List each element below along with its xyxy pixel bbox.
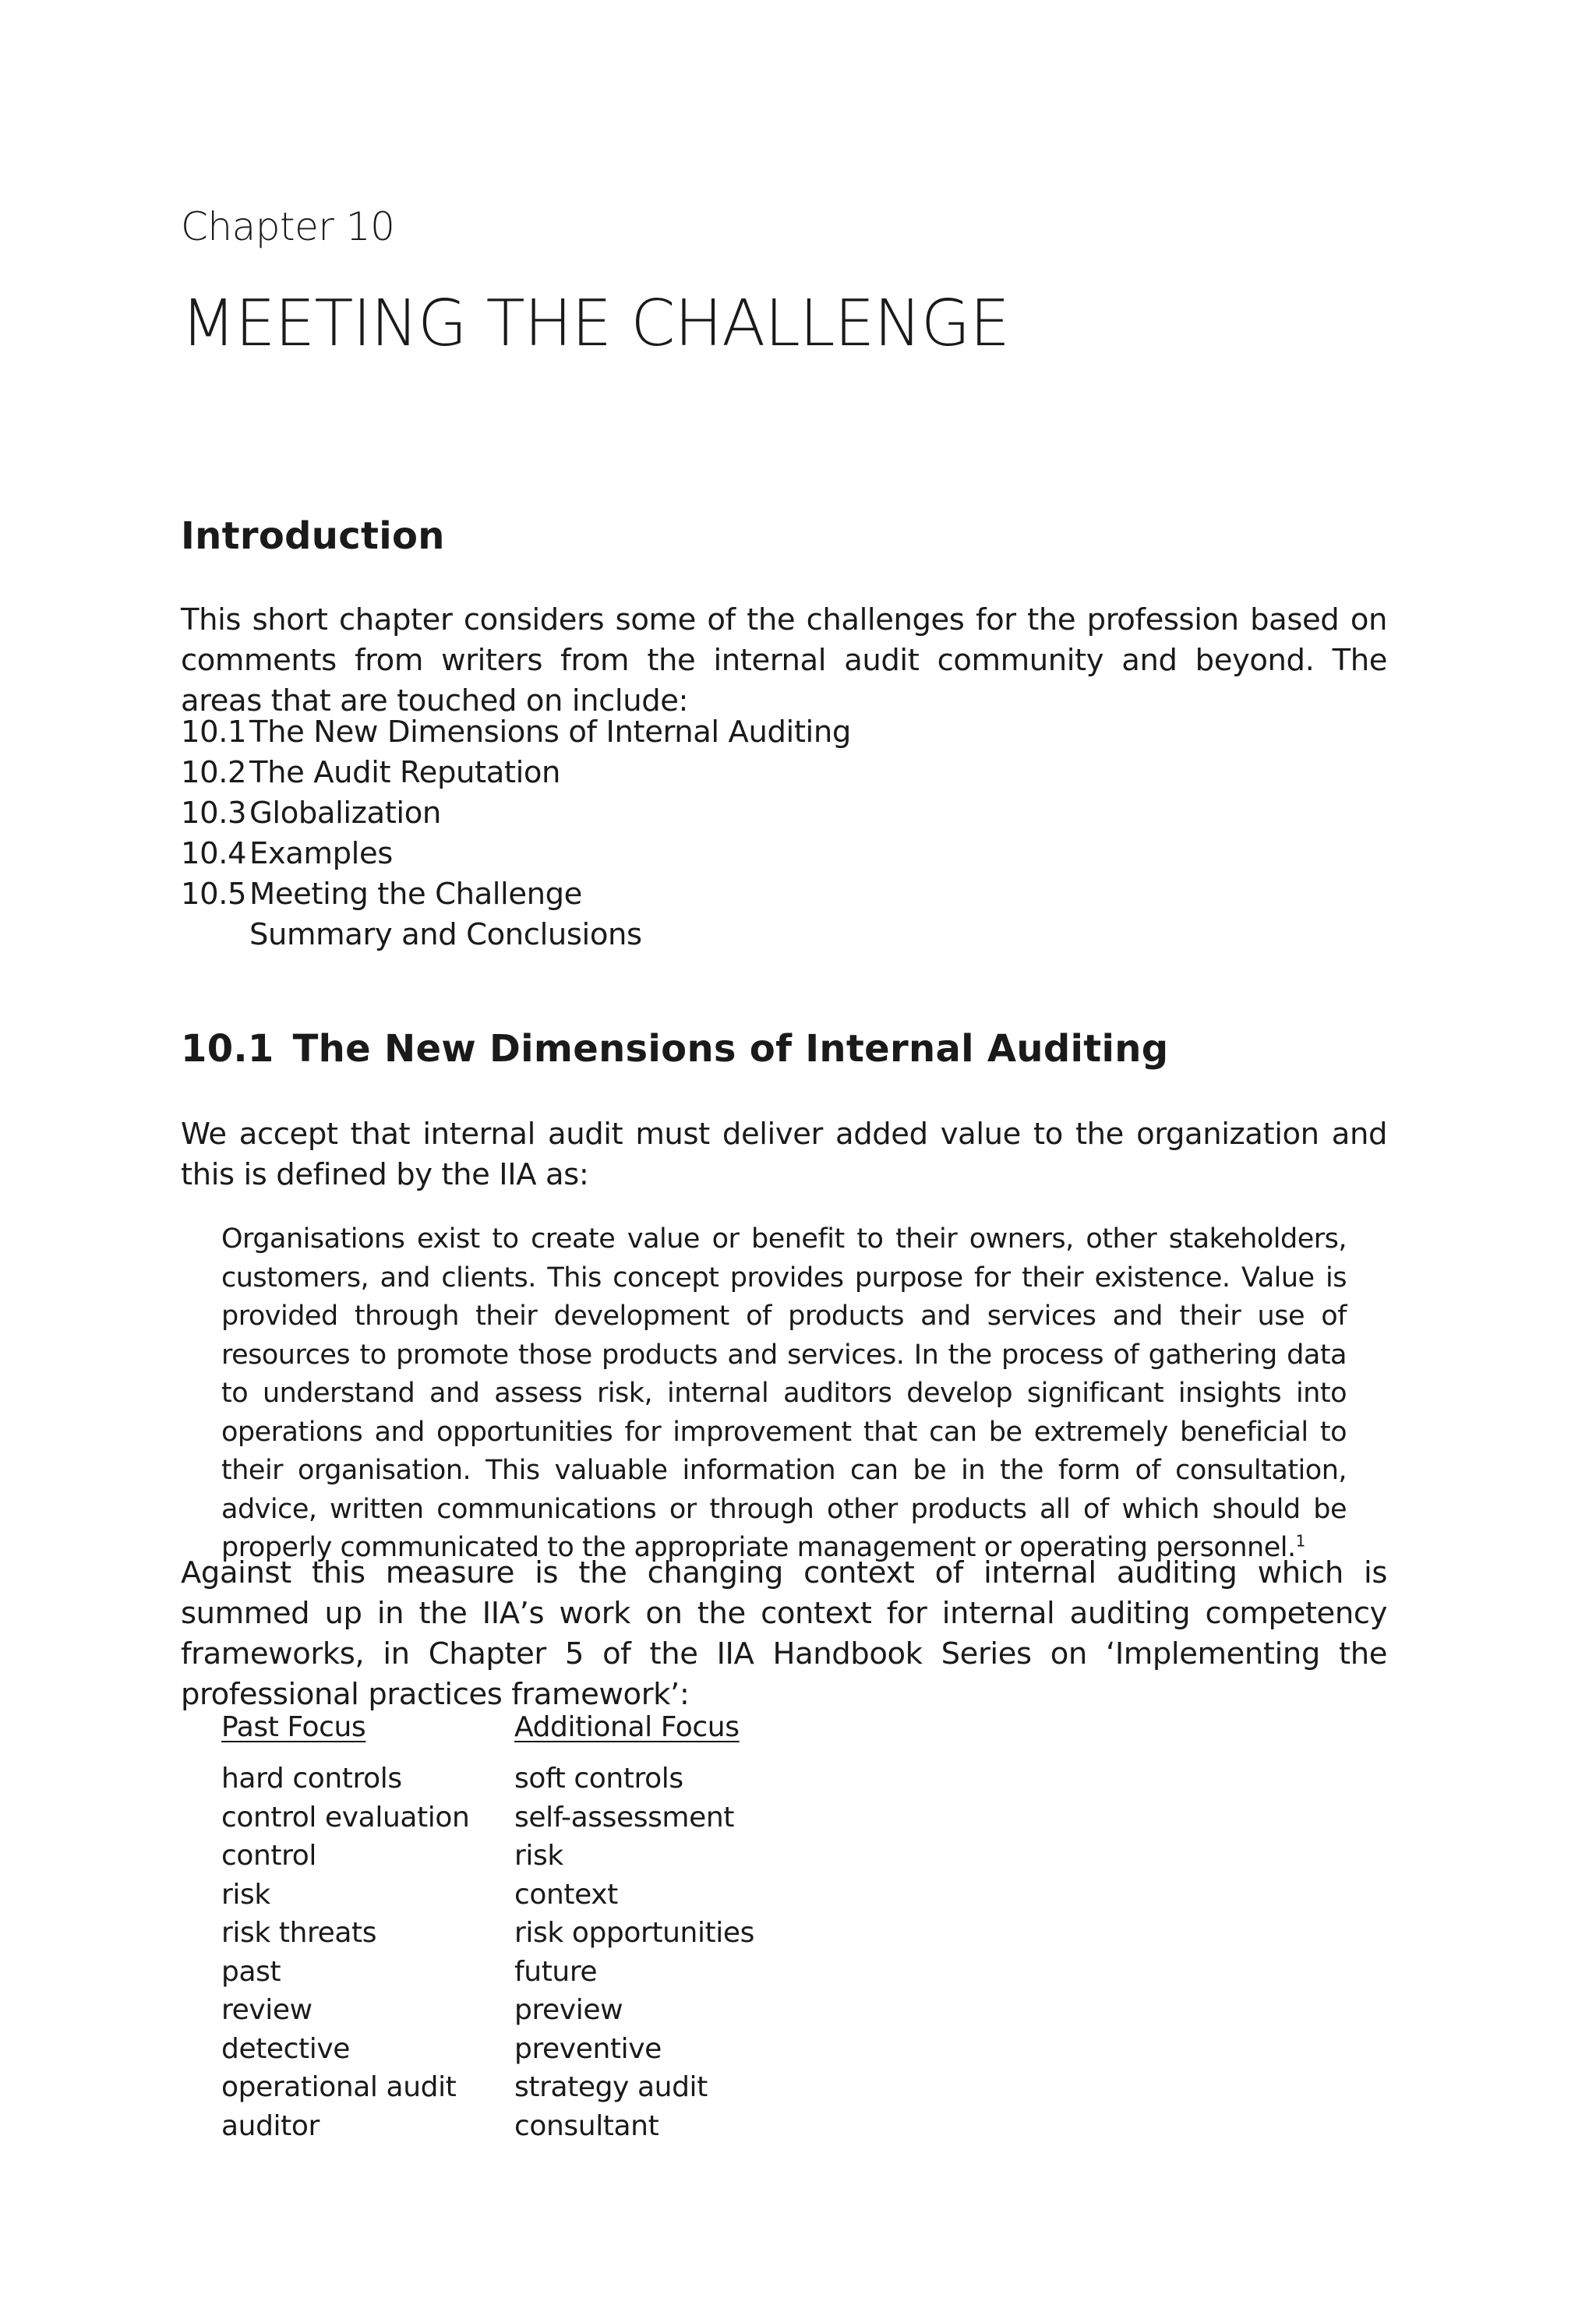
chapter-label: Chapter 10 — [181, 204, 395, 249]
past-focus-cell: past — [221, 1955, 281, 1988]
additional-focus-cell: preventive — [514, 2032, 662, 2065]
table-header — [221, 1711, 754, 1760]
table-row — [221, 1760, 754, 1798]
column-header-past-focus: Past Focus — [221, 1711, 366, 1743]
contents-item-number: 10.3 — [181, 796, 247, 831]
quote-text: Organisations exist to create value or benefit to their owners, other stakeholders, customers, and clients. This concept provides purpose for their existence. Value is provided through their development of products and services and their use of resources to promote those products and services. In the process of gathering data to understand and assess risk, internal auditors develop significant insights into operations and opportunities for improvement that can be extremely beneficial to their organisation. This valuable information can be in the form of consultation, advice, written communications or through other products all of which should be properly communicated to the appropriate management or operating personnel. — [221, 1223, 1347, 1563]
table-row — [221, 1991, 754, 2030]
additional-focus-cell: self-assessment — [514, 1801, 734, 1834]
contents-item-title: Examples — [249, 836, 393, 871]
past-focus-cell: operational audit — [221, 2071, 457, 2103]
block-quote — [221, 1220, 1347, 1568]
focus-comparison-table — [221, 1711, 754, 2145]
section-paragraph: We accept that internal audit must deliver added value to the organization and this is defined by the IIA as: — [181, 1117, 1387, 1192]
past-focus-cell: auditor — [221, 2109, 320, 2142]
document-page — [181, 0, 1387, 2319]
additional-focus-cell: risk — [514, 1840, 563, 1872]
table-row — [221, 1953, 754, 1992]
contents-item-title: Globalization — [249, 796, 441, 831]
additional-focus-cell: consultant — [514, 2109, 659, 2142]
chapter-contents-list — [181, 712, 851, 955]
past-focus-cell: control — [221, 1840, 316, 1872]
table-row — [221, 1837, 754, 1876]
section-number: 10.1 — [181, 1027, 274, 1071]
contents-item-title: The Audit Reputation — [249, 755, 561, 790]
chapter-title: MEETING THE CHALLENGE — [181, 287, 1010, 361]
footnote-marker: 1 — [1295, 1531, 1305, 1551]
table-row — [221, 1914, 754, 1953]
contents-item-number: 10.1 — [181, 715, 247, 750]
additional-focus-cell: risk opportunities — [514, 1917, 754, 1949]
additional-focus-cell: future — [514, 1955, 598, 1988]
table-row — [221, 2107, 754, 2146]
contents-item-title: Summary and Conclusions — [249, 917, 642, 952]
contents-item — [181, 712, 851, 753]
additional-focus-cell: preview — [514, 1994, 623, 2026]
contents-item — [181, 874, 851, 915]
contents-item — [181, 834, 851, 874]
table-row — [221, 1876, 754, 1915]
past-focus-cell: control evaluation — [221, 1801, 470, 1834]
section-title: The New Dimensions of Internal Auditing — [292, 1027, 1169, 1071]
contents-item-number: 10.5 — [181, 877, 247, 912]
table-row — [221, 2068, 754, 2107]
contents-item — [181, 915, 851, 955]
past-focus-cell: risk — [221, 1878, 270, 1911]
section-heading — [181, 1027, 1168, 1071]
past-focus-cell: review — [221, 1994, 312, 2026]
additional-focus-cell: soft controls — [514, 1763, 683, 1795]
contents-item-number: 10.4 — [181, 836, 247, 871]
additional-focus-cell: strategy audit — [514, 2071, 708, 2103]
table-row — [221, 2030, 754, 2069]
introduction-paragraph: This short chapter considers some of the challenges for the profession based on comments from writers from the internal audit community and beyond. The areas that are touched on include: — [181, 602, 1387, 718]
past-focus-cell: detective — [221, 2032, 351, 2065]
contents-item-title: The New Dimensions of Internal Auditing — [249, 715, 851, 750]
additional-focus-cell: context — [514, 1878, 618, 1911]
column-header-additional-focus: Additional Focus — [514, 1711, 740, 1743]
section-paragraph-2: Against this measure is the changing context of internal auditing which is summed up in the IIA’s work on the context for internal auditing competency frameworks, in Chapter 5 of the IIA Handbook Series on ‘Implementing the professional practices framework’: — [181, 1555, 1387, 1712]
contents-item-number — [181, 915, 249, 955]
contents-item — [181, 793, 851, 834]
past-focus-cell: hard controls — [221, 1763, 402, 1795]
introduction-heading: Introduction — [181, 514, 445, 558]
contents-item-number: 10.2 — [181, 755, 247, 790]
table-row — [221, 1798, 754, 1837]
contents-item-title: Meeting the Challenge — [249, 877, 582, 912]
past-focus-cell: risk threats — [221, 1917, 377, 1949]
contents-item — [181, 753, 851, 793]
